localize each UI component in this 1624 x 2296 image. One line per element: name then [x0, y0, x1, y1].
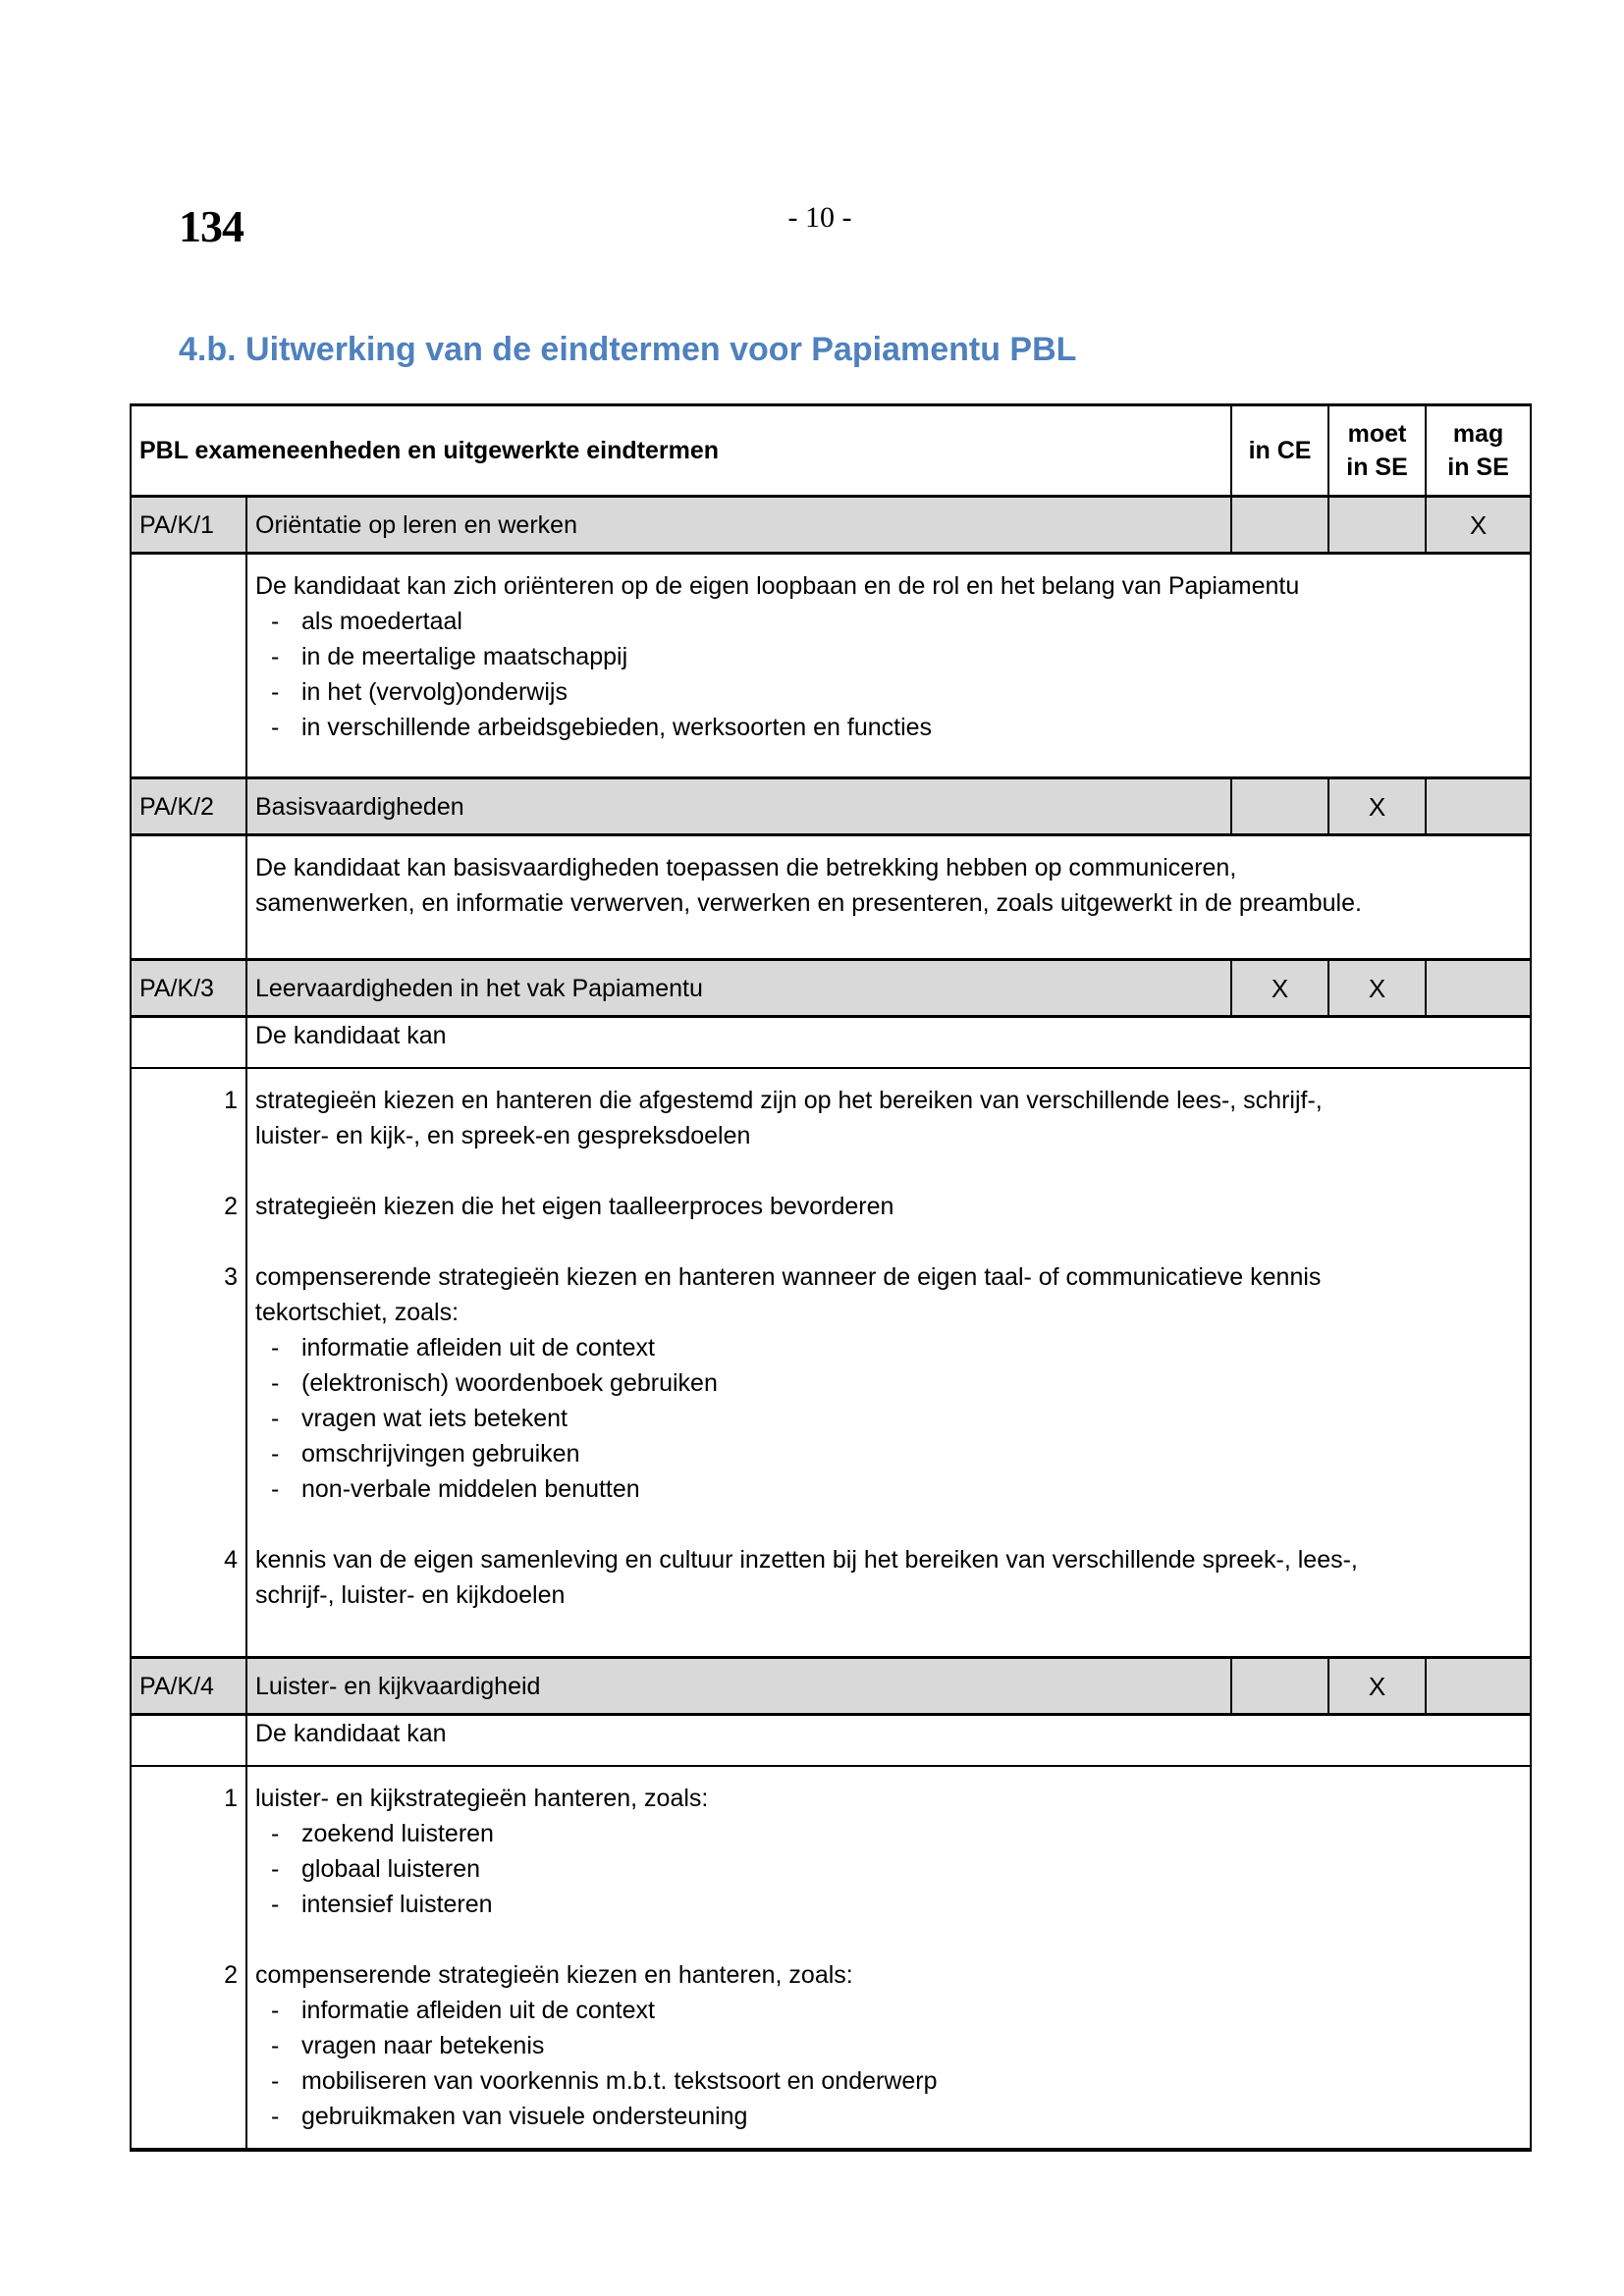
unit-title: Basisvaardigheden [246, 778, 1231, 835]
empty-code-cell [131, 554, 246, 778]
unit-row-pak1 [131, 497, 1531, 554]
item-text-line: compenserende strategieën kiezen en hanteren, zoals: [255, 1961, 853, 1989]
table-header-row [131, 405, 1531, 497]
list-item: - vragen naar betekenis [255, 2028, 1522, 2063]
list-item: - als moedertaal [255, 604, 1522, 639]
eindtermen-table [130, 403, 1532, 2152]
item-text-line: luister- en kijk-, en spreek-en gespreksdoelen [255, 1122, 751, 1149]
unit-description-row [131, 835, 1531, 960]
mark-mag-in-se: X [1426, 497, 1531, 554]
list-item: - vragen wat iets betekent [255, 1401, 1522, 1436]
bullet-list [255, 604, 1522, 745]
header-moet-line2: in SE [1346, 454, 1408, 481]
intro-line: samenwerken, en informatie verwerven, verwerken en presenteren, zoals uitgewerkt in de preambule. [255, 889, 1362, 917]
item-number: 3 [224, 1263, 238, 1291]
list-item [255, 1542, 1522, 1613]
item-text-line: strategieën kiezen die het eigen taalleerproces bevorderen [255, 1193, 894, 1220]
bullet-list [255, 1816, 1522, 1922]
items-content [246, 1068, 1531, 1658]
list-item: - informatie afleiden uit de context [255, 1330, 1522, 1365]
unit-code: PA/K/1 [131, 497, 246, 554]
header-mag-line2: in SE [1447, 454, 1509, 481]
header-mag-in-se [1426, 405, 1531, 497]
lead-row [131, 1017, 1531, 1069]
folio: - 10 - [787, 201, 852, 234]
unit-title: Luister- en kijkvaardigheid [246, 1658, 1231, 1715]
mark-moet-in-se: X [1328, 778, 1426, 835]
list-item: - in verschillende arbeidsgebieden, werksoorten en functies [255, 710, 1522, 745]
lead-text: De kandidaat kan [246, 1715, 1531, 1767]
list-item: - in de meertalige maatschappij [255, 639, 1522, 674]
unit-description-row [131, 554, 1531, 778]
list-item: - mobiliseren van voorkennis m.b.t. tekstsoort en onderwerp [255, 2063, 1522, 2099]
unit-row-pak4 [131, 1658, 1531, 1715]
unit-row-pak2 [131, 778, 1531, 835]
item-number: 2 [224, 1193, 238, 1220]
section-heading: 4.b. Uitwerking van de eindtermen voor Papiamentu PBL [179, 331, 1077, 368]
item-text-line: schrijf-, luister- en kijkdoelen [255, 1581, 566, 1609]
list-item: - informatie afleiden uit de context [255, 1993, 1522, 2028]
item-numbers [131, 1068, 246, 1658]
lead-text: De kandidaat kan [246, 1017, 1531, 1069]
header-moet-line1: moet [1347, 420, 1407, 448]
header-main: PBL exameneenheden en uitgewerkte eindtermen [131, 405, 1231, 497]
bullet-list [255, 1330, 1522, 1507]
items-content [246, 1766, 1531, 2150]
empty-code-cell [131, 1715, 246, 1767]
list-item: - zoekend luisteren [255, 1816, 1522, 1851]
list-item: - in het (vervolg)onderwijs [255, 674, 1522, 710]
list-item: - non-verbale middelen benutten [255, 1471, 1522, 1507]
mark-moet-in-se [1328, 497, 1426, 554]
list-item: - omschrijvingen gebruiken [255, 1436, 1522, 1471]
empty-code-cell [131, 1017, 246, 1069]
list-item [255, 1957, 1522, 2134]
unit-code: PA/K/3 [131, 960, 246, 1017]
mark-moet-in-se: X [1328, 1658, 1426, 1715]
empty-code-cell [131, 835, 246, 960]
item-number: 1 [224, 1785, 238, 1812]
list-item [255, 1083, 1522, 1153]
unit-description [246, 554, 1531, 778]
unit-code: PA/K/2 [131, 778, 246, 835]
items-row [131, 1766, 1531, 2150]
item-text-line: kennis van de eigen samenleving en cultuur inzetten bij het bereiken van verschillende spreek-, lees-, [255, 1546, 1358, 1574]
list-item: - (elektronisch) woordenboek gebruiken [255, 1365, 1522, 1401]
bullet-list [255, 1993, 1522, 2134]
item-number: 1 [224, 1087, 238, 1114]
mark-mag-in-se [1426, 778, 1531, 835]
header-moet-in-se [1328, 405, 1426, 497]
lead-row [131, 1715, 1531, 1767]
list-item: - intensief luisteren [255, 1887, 1522, 1922]
items-row [131, 1068, 1531, 1658]
mark-in-ce [1231, 497, 1328, 554]
list-item [255, 1189, 1522, 1224]
list-item: - globaal luisteren [255, 1851, 1522, 1887]
header-mag-line1: mag [1452, 420, 1504, 448]
intro-line: De kandidaat kan basisvaardigheden toepassen die betrekking hebben op communiceren, [255, 854, 1237, 881]
item-number: 4 [224, 1546, 238, 1574]
item-number: 2 [224, 1961, 238, 1989]
intro-text: De kandidaat kan zich oriënteren op de eigen loopbaan en de rol en het belang van Papiamentu [255, 572, 1300, 600]
list-item [255, 1781, 1522, 1922]
item-text-line: strategieën kiezen en hanteren die afgestemd zijn op het bereiken van verschillende lees-, schrijf-, [255, 1087, 1323, 1114]
unit-row-pak3 [131, 960, 1531, 1017]
item-text-line: luister- en kijkstrategieën hanteren, zoals: [255, 1785, 709, 1812]
header-in-ce: in CE [1231, 405, 1328, 497]
unit-title: Leervaardigheden in het vak Papiamentu [246, 960, 1231, 1017]
unit-description [246, 835, 1531, 960]
mark-in-ce [1231, 778, 1328, 835]
mark-in-ce: X [1231, 960, 1328, 1017]
list-item: - gebruikmaken van visuele ondersteuning [255, 2099, 1522, 2134]
list-item [255, 1259, 1522, 1507]
item-text-line: tekortschiet, zoals: [255, 1299, 460, 1326]
page-number: 134 [179, 201, 244, 251]
mark-mag-in-se [1426, 960, 1531, 1017]
mark-mag-in-se [1426, 1658, 1531, 1715]
mark-moet-in-se: X [1328, 960, 1426, 1017]
item-numbers [131, 1766, 246, 2150]
unit-title: Oriëntatie op leren en werken [246, 497, 1231, 554]
unit-code: PA/K/4 [131, 1658, 246, 1715]
mark-in-ce [1231, 1658, 1328, 1715]
item-text-line: compenserende strategieën kiezen en hanteren wanneer de eigen taal- of communicatieve kennis [255, 1263, 1322, 1291]
